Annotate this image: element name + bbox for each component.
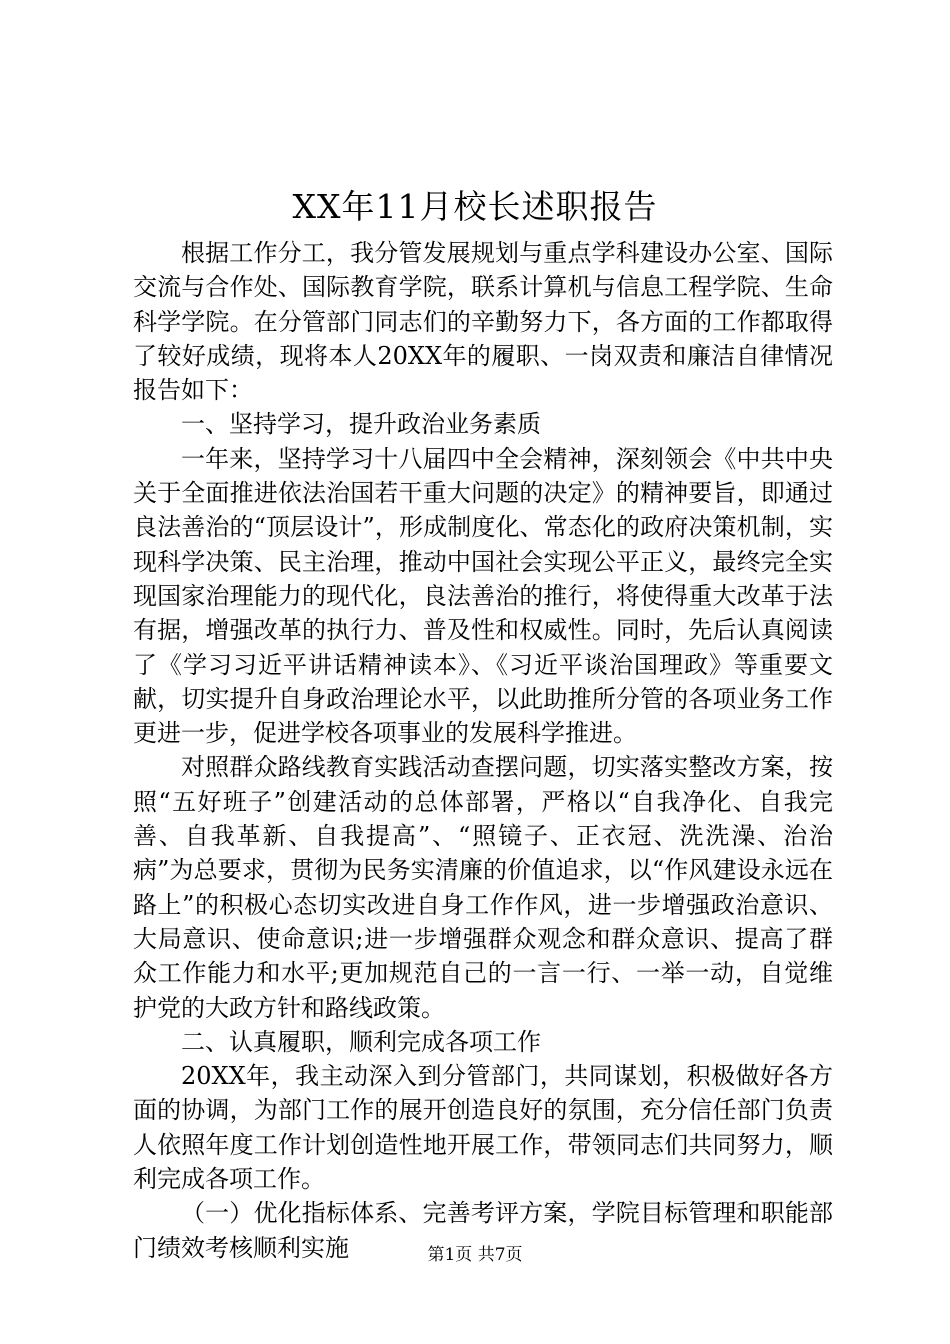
study-paragraph: 一年来，坚持学习十八届四中全会精神，深刻领会《中共中央关于全面推进依法治国若干重大问题的决定》的精神要旨，即通过良法善治的“顶层设计”，形成制度化、常态化的政府决策机制，实现科学决策、民主治理，推动中国社会实现公平正义，最终完全实现国家治理能力的现代化，良法善治的推行，将使得重大改革于法有据，增强改革的执行力、普及性和权威性。同时，先后认真阅读了《学习习近平讲话精神读本》、《习近平谈治国理政》等重要文献，切实提升自身政治理论水平，以此助推所分管的各项业务工作更进一步，促进学校各项事业的发展科学推进。 [133, 444, 833, 748]
document-body [133, 236, 833, 1265]
rectification-paragraph: 对照群众路线教育实践活动查摆问题，切实落实整改方案，按照“五好班子”创建活动的总体部署，严格以“自我净化、自我完善、自我革新、自我提高”、“照镜子、正衣冠、洗洗澡、治治病”为总要求，贯彻为民务实清廉的价值追求，以“作风建设永远在路上”的积极心态切实改进自身工作作风，进一步增强政治意识、大局意识、使命意识;进一步增强群众观念和群众意识、提高了群众工作能力和水平;更加规范自己的一言一行、一举一动，自觉维护党的大政方针和路线政策。 [133, 753, 833, 1022]
page-number-footer: 第1页 共7页 [427, 1245, 523, 1265]
subsection-heading-1: （一）优化指标体系、完善考评方案，学院目标管理和职能部门绩效考核顺利实施 [133, 1199, 833, 1262]
duties-paragraph: 20XX年，我主动深入到分管部门，共同谋划，积极做好各方面的协调，为部门工作的展开创造良好的氛围，充分信任部门负责人依照年度工作计划创造性地开展工作，带领同志们共同努力，顺利完成各项工作。 [133, 1062, 833, 1194]
intro-paragraph: 根据工作分工，我分管发展规划与重点学科建设办公室、国际交流与合作处、国际教育学院，联系计算机与信息工程学院、生命科学学院。在分管部门同志们的辛勤努力下，各方面的工作都取得了较好成绩，现将本人20XX年的履职、一岗双责和廉洁自律情况报告如下： [133, 239, 833, 405]
section-heading-1: 一、坚持学习，提升政治业务素质 [181, 410, 541, 439]
section-heading-2: 二、认真履职，顺利完成各项工作 [181, 1027, 541, 1056]
document-title: XX年11月校长述职报告 [292, 187, 658, 226]
